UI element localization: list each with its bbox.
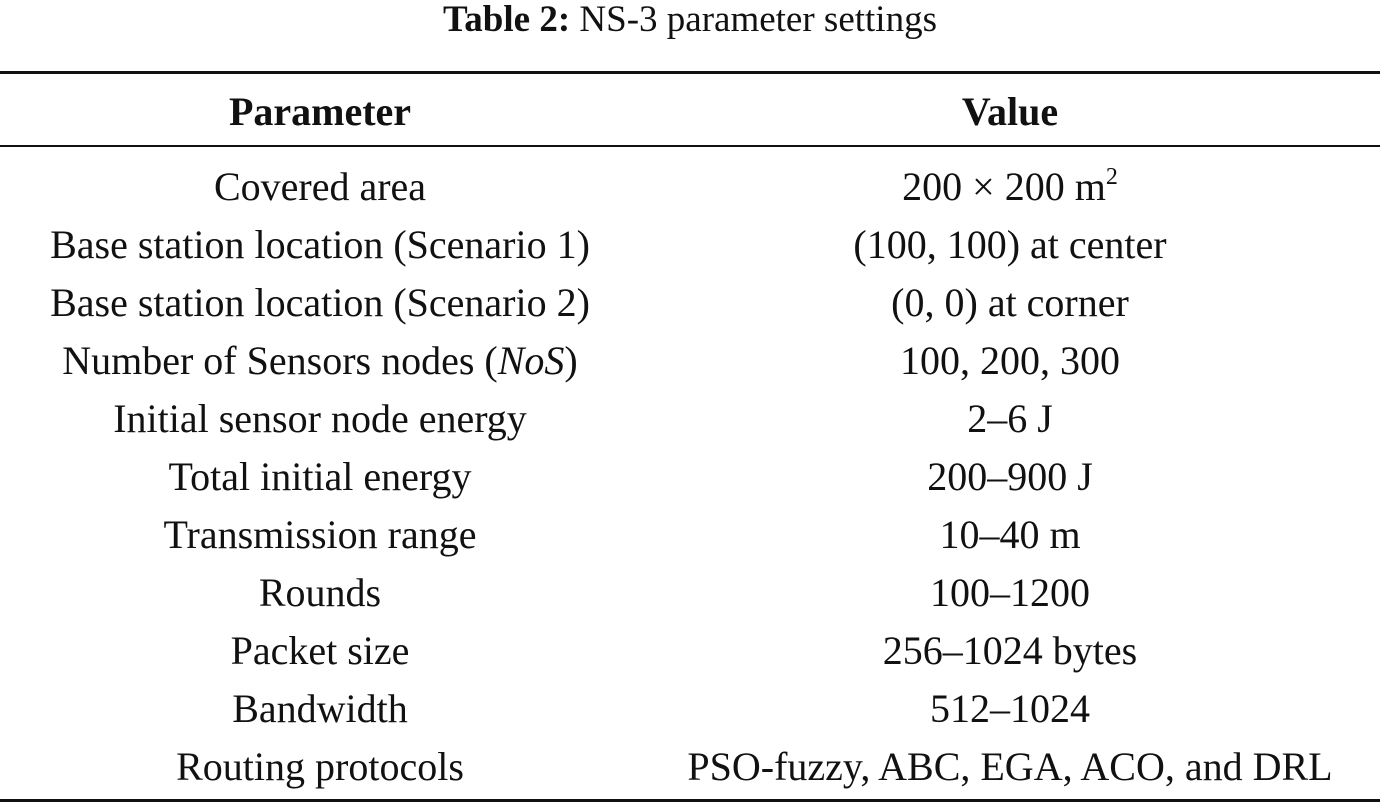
parameter-cell: Total initial energy (168, 454, 472, 499)
caption-label: Table 2: (443, 0, 571, 40)
parameter-cell: Base station location (Scenario 2) (50, 280, 590, 325)
value-cell: 100–1200 (930, 570, 1090, 615)
table-row (0, 216, 1380, 274)
table-row (0, 448, 1380, 506)
header-value: Value (961, 89, 1059, 134)
parameter-cell: Bandwidth (232, 686, 408, 731)
table-row (0, 332, 1380, 390)
table-row (0, 680, 1380, 738)
value-cell: 200–900 J (927, 454, 1093, 499)
parameter-cell: Base station location (Scenario 1) (50, 222, 590, 267)
parameter-cell: Routing protocols (176, 744, 464, 789)
value-cell: 100, 200, 300 (900, 338, 1120, 383)
value-text: 200 × 200 m (902, 164, 1106, 209)
caption-title: NS-3 parameter settings (579, 0, 937, 40)
parameter-cell: Covered area (213, 164, 427, 209)
parameter-cell: Rounds (258, 570, 382, 615)
parameter-cell: Initial sensor node energy (113, 396, 527, 441)
table-row (0, 622, 1380, 680)
parameter-cell: Transmission range (163, 512, 477, 557)
table-header-row (0, 82, 1380, 142)
top-rule (0, 71, 1380, 74)
parameter-cell: Packet size (230, 628, 410, 673)
parameter-cell (0, 332, 640, 390)
table-row (0, 738, 1380, 796)
table-row (0, 506, 1380, 564)
parameter-text: Number of Sensors nodes ( (62, 338, 498, 383)
value-cell: PSO-fuzzy, ABC, EGA, ACO, and DRL (687, 744, 1333, 789)
value-cell: 10–40 m (939, 512, 1081, 557)
table-row (0, 564, 1380, 622)
bottom-rule (0, 799, 1380, 802)
table-row (0, 158, 1380, 216)
value-superscript: 2 (1105, 164, 1118, 190)
header-parameter: Parameter (228, 89, 412, 134)
value-cell: 512–1024 (930, 686, 1090, 731)
parameter-text-close: ) (564, 338, 578, 383)
value-cell (640, 158, 1380, 216)
value-cell: (0, 0) at corner (891, 280, 1129, 325)
value-cell: 2–6 J (967, 396, 1053, 441)
table-row (0, 390, 1380, 448)
table-body (0, 158, 1380, 796)
table-caption (0, 0, 1380, 46)
header-rule (0, 145, 1380, 147)
value-cell: (100, 100) at center (853, 222, 1167, 267)
value-cell: 256–1024 bytes (882, 628, 1138, 673)
parameter-italic-abbrev: NoS (497, 338, 565, 383)
table-row (0, 274, 1380, 332)
